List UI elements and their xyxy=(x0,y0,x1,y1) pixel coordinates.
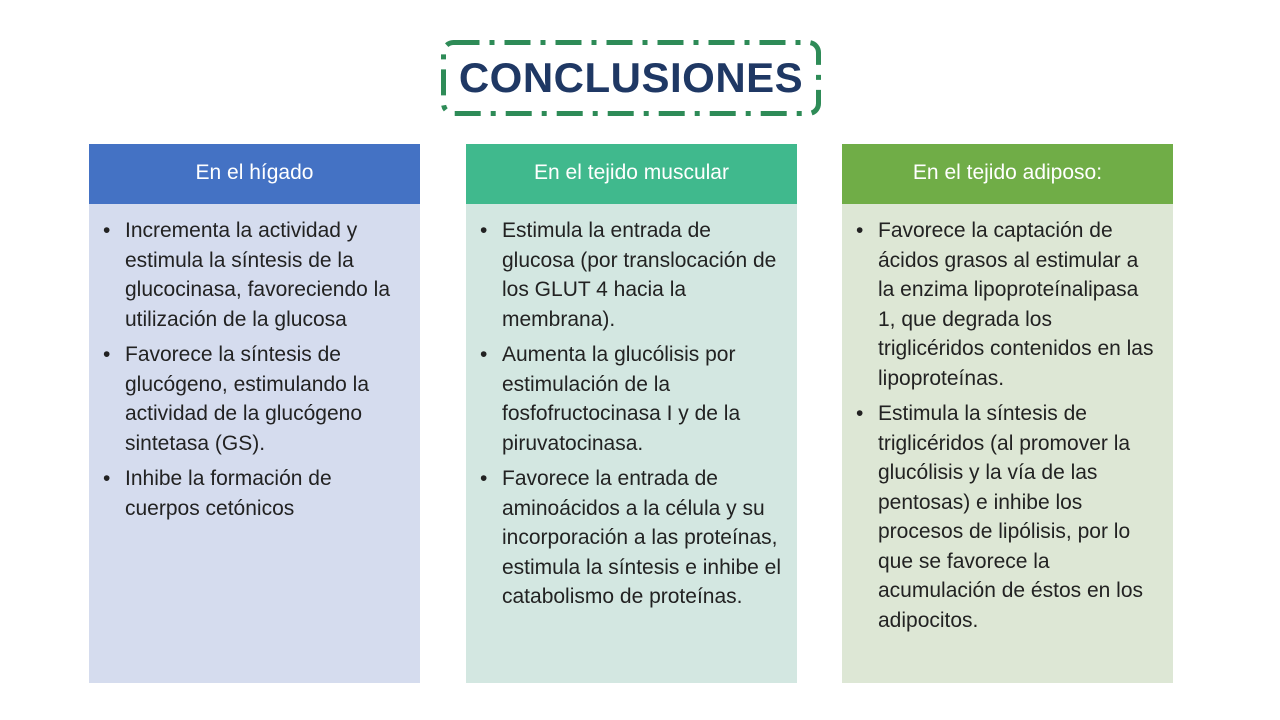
list-item: • Favorece la síntesis de glucógeno, estimulando la actividad de la glucógeno sintetasa (GS). xyxy=(103,340,406,458)
column-adipose xyxy=(842,144,1173,683)
column-header-liver: En el hígado xyxy=(89,144,420,204)
column-body-liver xyxy=(89,204,420,683)
list-item: • Estimula la síntesis de triglicéridos (al promover la glucólisis y la vía de las pentosas) e inhibe los procesos de lipólisis, por lo que se favorece la acumulación de éstos en los adipocitos. xyxy=(856,399,1159,635)
list-item: • Estimula la entrada de glucosa (por translocación de los GLUT 4 hacia la membrana). xyxy=(480,216,783,334)
list-item: • Incrementa la actividad y estimula la síntesis de la glucocinasa, favoreciendo la utilización de la glucosa xyxy=(103,216,406,334)
list-item: • Favorece la entrada de aminoácidos a la célula y su incorporación a las proteínas, estimula la síntesis e inhibe el catabolismo de proteínas. xyxy=(480,464,783,612)
list-item: • Inhibe la formación de cuerpos cetónicos xyxy=(103,464,406,523)
bullet-list xyxy=(103,216,406,523)
column-body-adipose xyxy=(842,204,1173,683)
column-body-muscle xyxy=(466,204,797,683)
bullet-list xyxy=(856,216,1159,635)
column-liver xyxy=(89,144,420,683)
column-muscle xyxy=(466,144,797,683)
column-header-muscle: En el tejido muscular xyxy=(466,144,797,204)
page-title: CONCLUSIONES xyxy=(458,54,804,101)
column-header-adipose: En el tejido adiposo: xyxy=(842,144,1173,204)
list-item: • Aumenta la glucólisis por estimulación de la fosfofructocinasa I y de la piruvatocinasa. xyxy=(480,340,783,458)
list-item: • Favorece la captación de ácidos grasos al estimular a la enzima lipoproteínalipasa 1, que degrada los triglicéridos contenidos en las lipoproteínas. xyxy=(856,216,1159,393)
title-frame xyxy=(441,40,821,116)
bullet-list xyxy=(480,216,783,612)
